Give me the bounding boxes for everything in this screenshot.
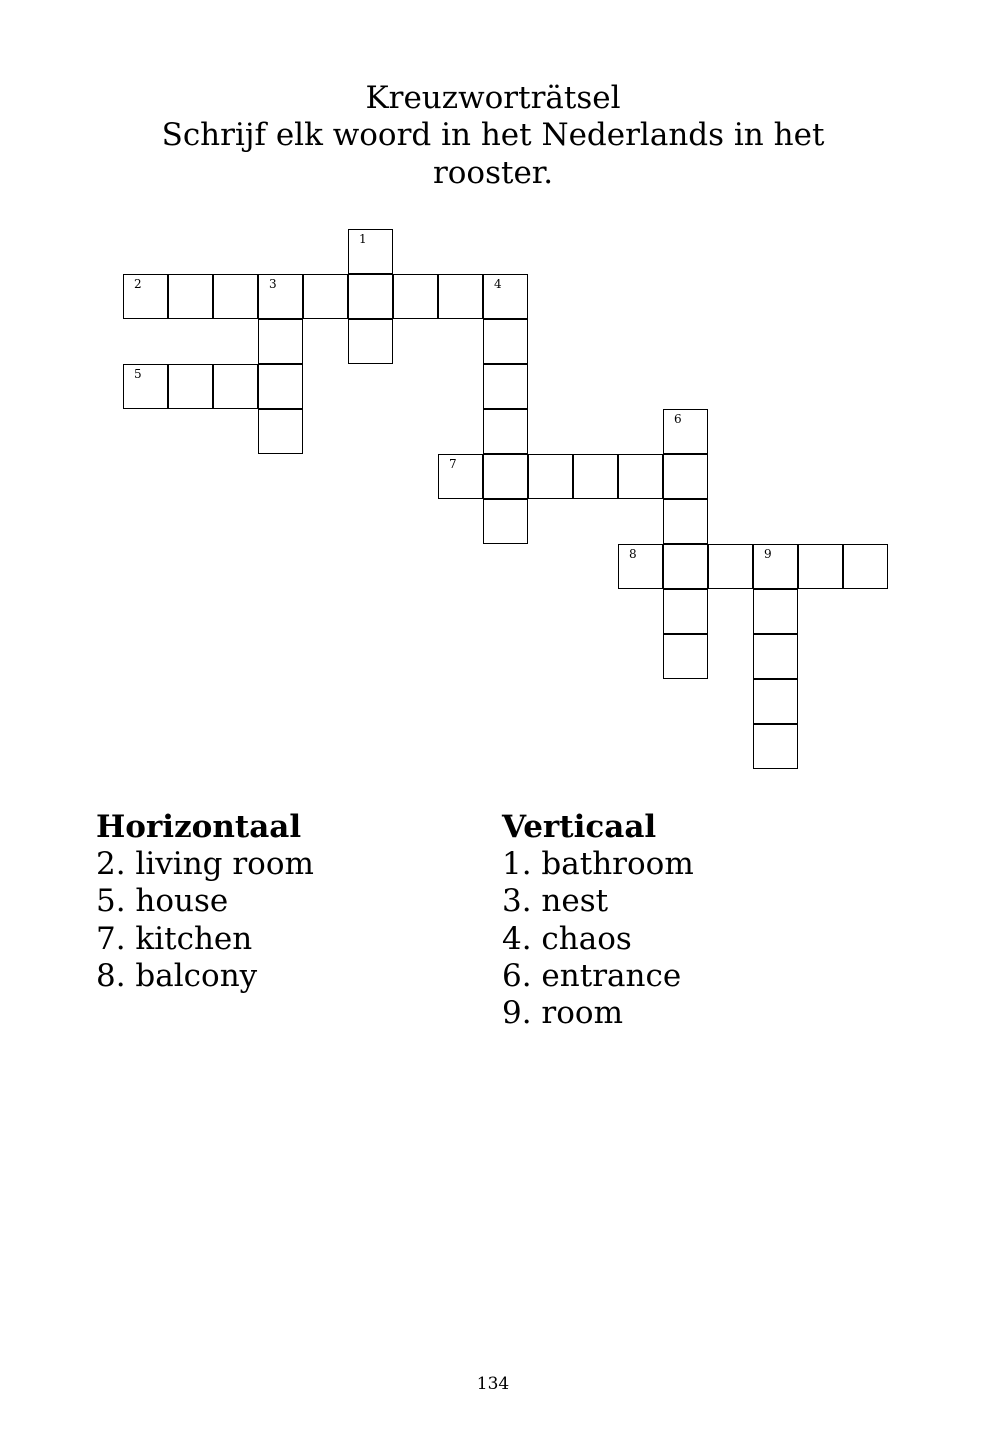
grid-cell[interactable] bbox=[348, 319, 393, 364]
grid-cell[interactable] bbox=[483, 319, 528, 364]
grid-cell[interactable] bbox=[348, 274, 393, 319]
down-heading: Verticaal bbox=[502, 809, 657, 845]
grid-cell[interactable] bbox=[663, 499, 708, 544]
across-heading: Horizontaal bbox=[96, 809, 302, 845]
grid-cell[interactable] bbox=[573, 454, 618, 499]
grid-cell[interactable] bbox=[753, 544, 798, 589]
clue-item: 5. house bbox=[96, 883, 229, 920]
grid-cell[interactable] bbox=[753, 634, 798, 679]
clue-number: 3 bbox=[269, 277, 277, 291]
clue-number: 9 bbox=[764, 547, 772, 561]
grid-cell[interactable] bbox=[483, 454, 528, 499]
clue-item: 7. kitchen bbox=[96, 920, 253, 957]
grid-cell[interactable] bbox=[843, 544, 888, 589]
grid-cell[interactable] bbox=[663, 454, 708, 499]
grid-cell[interactable] bbox=[753, 724, 798, 769]
grid-cell[interactable] bbox=[663, 409, 708, 454]
grid-cell[interactable] bbox=[483, 364, 528, 409]
grid-cell[interactable] bbox=[663, 589, 708, 634]
grid-cell[interactable] bbox=[258, 319, 303, 364]
clue-number: 4 bbox=[494, 277, 502, 291]
grid-cell[interactable] bbox=[123, 274, 168, 319]
grid-cell[interactable] bbox=[618, 454, 663, 499]
grid-cell[interactable] bbox=[168, 364, 213, 409]
grid-cell[interactable] bbox=[798, 544, 843, 589]
grid-cell[interactable] bbox=[168, 274, 213, 319]
clue-item: 9. room bbox=[502, 995, 623, 1032]
clue-item: 3. nest bbox=[502, 883, 609, 920]
grid-cell[interactable] bbox=[663, 544, 708, 589]
clue-number: 6 bbox=[674, 412, 682, 426]
instructions: Schrijf elk woord in het Nederlands in het rooster. bbox=[161, 117, 825, 191]
clue-number: 2 bbox=[134, 277, 142, 291]
down-clues bbox=[502, 808, 694, 1032]
grid-cell[interactable] bbox=[393, 274, 438, 319]
clue-item: 1. bathroom bbox=[502, 846, 694, 882]
grid-cell[interactable] bbox=[258, 409, 303, 454]
clue-item: 2. living room bbox=[96, 846, 314, 882]
grid-cell[interactable] bbox=[213, 364, 258, 409]
grid-cell[interactable] bbox=[438, 454, 483, 499]
grid-cell[interactable] bbox=[483, 274, 528, 319]
grid-cell[interactable] bbox=[708, 544, 753, 589]
grid-cell[interactable] bbox=[618, 544, 663, 589]
grid-cell[interactable] bbox=[303, 274, 348, 319]
grid-cell[interactable] bbox=[483, 409, 528, 454]
page-title: Kreuzworträtsel bbox=[365, 80, 621, 116]
grid-cell[interactable] bbox=[123, 364, 168, 409]
clue-number: 1 bbox=[359, 232, 367, 246]
across-clues bbox=[96, 808, 314, 995]
grid-cell[interactable] bbox=[213, 274, 258, 319]
grid-cell[interactable] bbox=[663, 634, 708, 679]
clue-item: 6. entrance bbox=[502, 957, 682, 994]
clue-number: 8 bbox=[629, 547, 637, 561]
grid-cell[interactable] bbox=[483, 499, 528, 544]
grid-cell[interactable] bbox=[348, 229, 393, 274]
grid-cell[interactable] bbox=[258, 274, 303, 319]
grid-cell[interactable] bbox=[258, 364, 303, 409]
grid-cell[interactable] bbox=[753, 679, 798, 724]
page-number: 134 bbox=[476, 1374, 510, 1394]
grid-cell[interactable] bbox=[438, 274, 483, 319]
clue-number: 5 bbox=[134, 367, 142, 381]
clue-item: 4. chaos bbox=[502, 920, 632, 957]
clue-item: 8. balcony bbox=[96, 957, 258, 994]
grid-cell[interactable] bbox=[528, 454, 573, 499]
grid-cell[interactable] bbox=[753, 589, 798, 634]
clue-number: 7 bbox=[449, 457, 457, 471]
